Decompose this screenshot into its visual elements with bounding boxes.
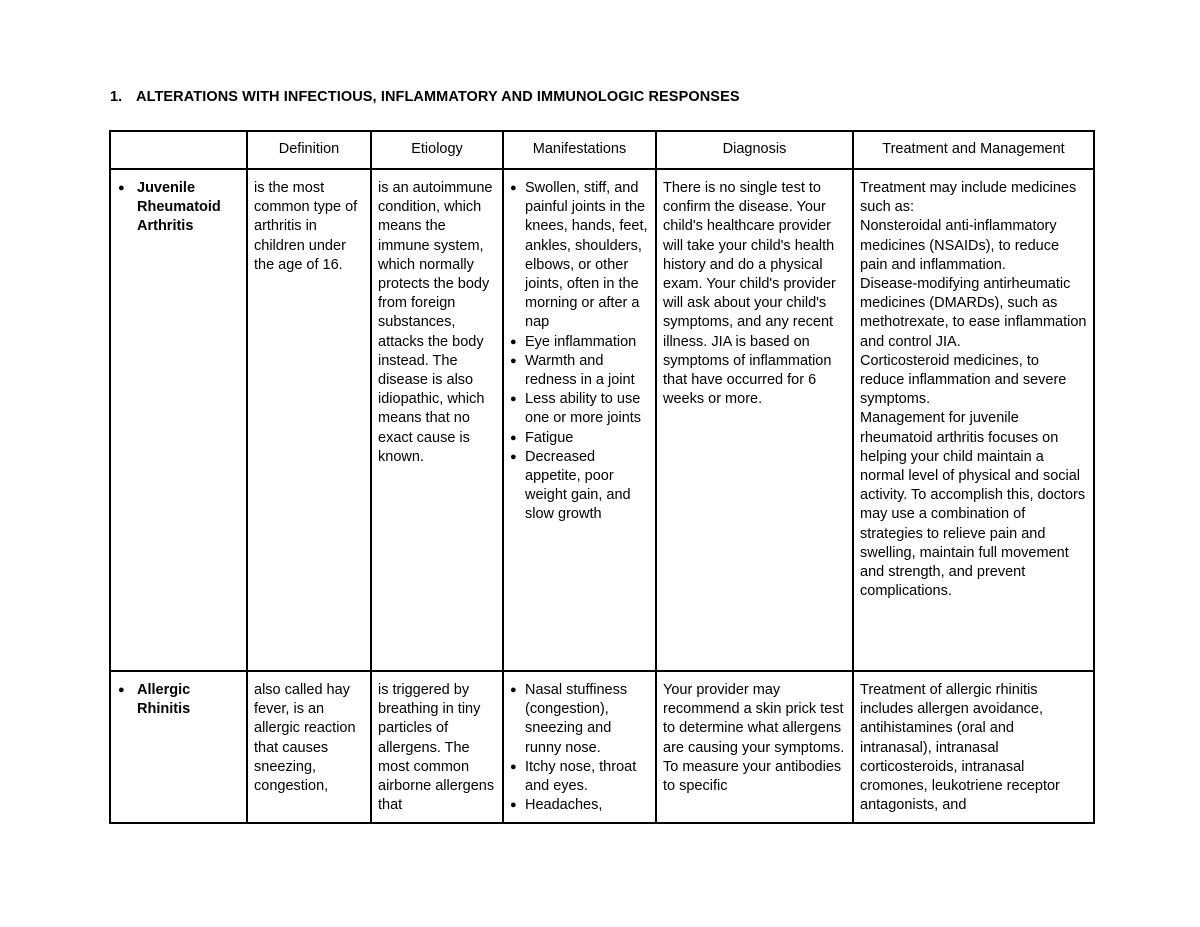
- list-item: ● Itchy nose, throat and eyes.: [510, 758, 637, 795]
- condition-name: Juvenile Rheumatoid Arthritis: [137, 180, 221, 235]
- header-condition: [110, 131, 247, 169]
- header-etiology: Etiology: [371, 131, 503, 169]
- bullet-icon: ●: [118, 684, 125, 696]
- treatment-line: Treatment may include medicines such as:: [860, 180, 1077, 216]
- treatment-line: Disease-modifying antirheumatic medicines (DMARDs), such as methotrexate, to ease inflammation and control JIA.: [860, 276, 1087, 350]
- diagnosis-cell: Your provider may recommend a skin prick test to determine what allergens are causing your symptoms. To measure your antibodies to specific: [656, 671, 853, 823]
- condition-name: Allergic Rhinitis: [137, 682, 191, 718]
- bullet-icon: ●: [510, 335, 517, 348]
- list-item: ● Decreased appetite, poor weight gain, and slow growth: [510, 448, 631, 523]
- list-item: ● Less ability to use one or more joints: [510, 391, 642, 427]
- header-definition: Definition: [247, 131, 371, 169]
- bullet-icon: ●: [510, 684, 517, 696]
- table-row: [110, 169, 1094, 671]
- conditions-table: [109, 130, 1095, 824]
- bullet-icon: ●: [510, 450, 517, 463]
- list-item: ● Headaches,: [510, 796, 649, 815]
- header-manifestations: Manifestations: [503, 131, 656, 169]
- list-item: ● Fatigue: [510, 429, 649, 448]
- condition-cell: [110, 169, 247, 671]
- list-item: ● Eye inflammation: [510, 333, 649, 352]
- treatment-line: Treatment of allergic rhinitis includes allergen avoidance, antihistamines (oral and intranasal), intranasal corticosteroids, intranasal cromones, leukotriene receptor antagonists, and: [860, 682, 1060, 814]
- treatment-line: Management for juvenile rheumatoid arthritis focuses on helping your child maintain a normal level of physical and social activity. To accomplish this, doctors may use a combination of strategies to relieve pain and swelling, maintain full movement and strength, and prevent complications.: [860, 410, 1086, 600]
- bullet-icon: ●: [510, 393, 517, 406]
- etiology-cell: is triggered by breathing in tiny particles of allergens. The most common airborne allergens that: [371, 671, 503, 823]
- bullet-icon: ●: [510, 431, 517, 444]
- header-diagnosis: Diagnosis: [656, 131, 853, 169]
- treatment-cell: [853, 169, 1094, 671]
- treatment-cell: [853, 671, 1094, 823]
- document-heading: [110, 89, 740, 105]
- bullet-icon: ●: [510, 354, 517, 367]
- list-item: ● Warmth and redness in a joint: [510, 352, 635, 389]
- bullet-icon: ●: [510, 760, 517, 773]
- diagnosis-cell: There is no single test to confirm the disease. Your child's healthcare provider will take your child's health history and do a physical exam. Your child's provider will ask about your child's symptoms, and any recent illness. JIA is based on symptoms of inflammation that have occurred for 6 weeks or more.: [656, 169, 853, 671]
- heading-text: ALTERATIONS WITH INFECTIOUS, INFLAMMATORY AND IMMUNOLOGIC RESPONSES: [136, 89, 740, 105]
- list-item: ● Swollen, stiff, and painful joints in the knees, hands, feet, ankles, shoulders, elbows, or other joints, often in the morning or after a nap: [510, 180, 648, 331]
- treatment-line: Corticosteroid medicines, to reduce inflammation and severe symptoms.: [860, 352, 1067, 408]
- definition-cell: is the most common type of arthritis in children under the age of 16.: [247, 169, 371, 671]
- bullet-icon: ●: [510, 799, 517, 812]
- table-row: [110, 671, 1094, 823]
- table-header-row: [110, 131, 1094, 169]
- manifestations-cell: [503, 169, 656, 671]
- bullet-icon: ●: [510, 182, 517, 194]
- bullet-icon: ●: [118, 182, 125, 194]
- condition-cell: [110, 671, 247, 823]
- manifestations-cell: [503, 671, 656, 823]
- heading-number: 1.: [110, 89, 123, 105]
- definition-cell: also called hay fever, is an allergic reaction that causes sneezing, congestion,: [247, 671, 371, 823]
- list-item: ● Nasal stuffiness (congestion), sneezing and runny nose.: [510, 682, 628, 756]
- etiology-cell: is an autoimmune condition, which means the immune system, which normally protects the body from foreign substances, attacks the body instead. The disease is also idiopathic, which means that no exact cause is known.: [371, 169, 503, 671]
- treatment-line: Nonsteroidal anti-inflammatory medicines (NSAIDs), to reduce pain and inflammation.: [860, 218, 1060, 273]
- header-treatment: Treatment and Management: [853, 131, 1094, 169]
